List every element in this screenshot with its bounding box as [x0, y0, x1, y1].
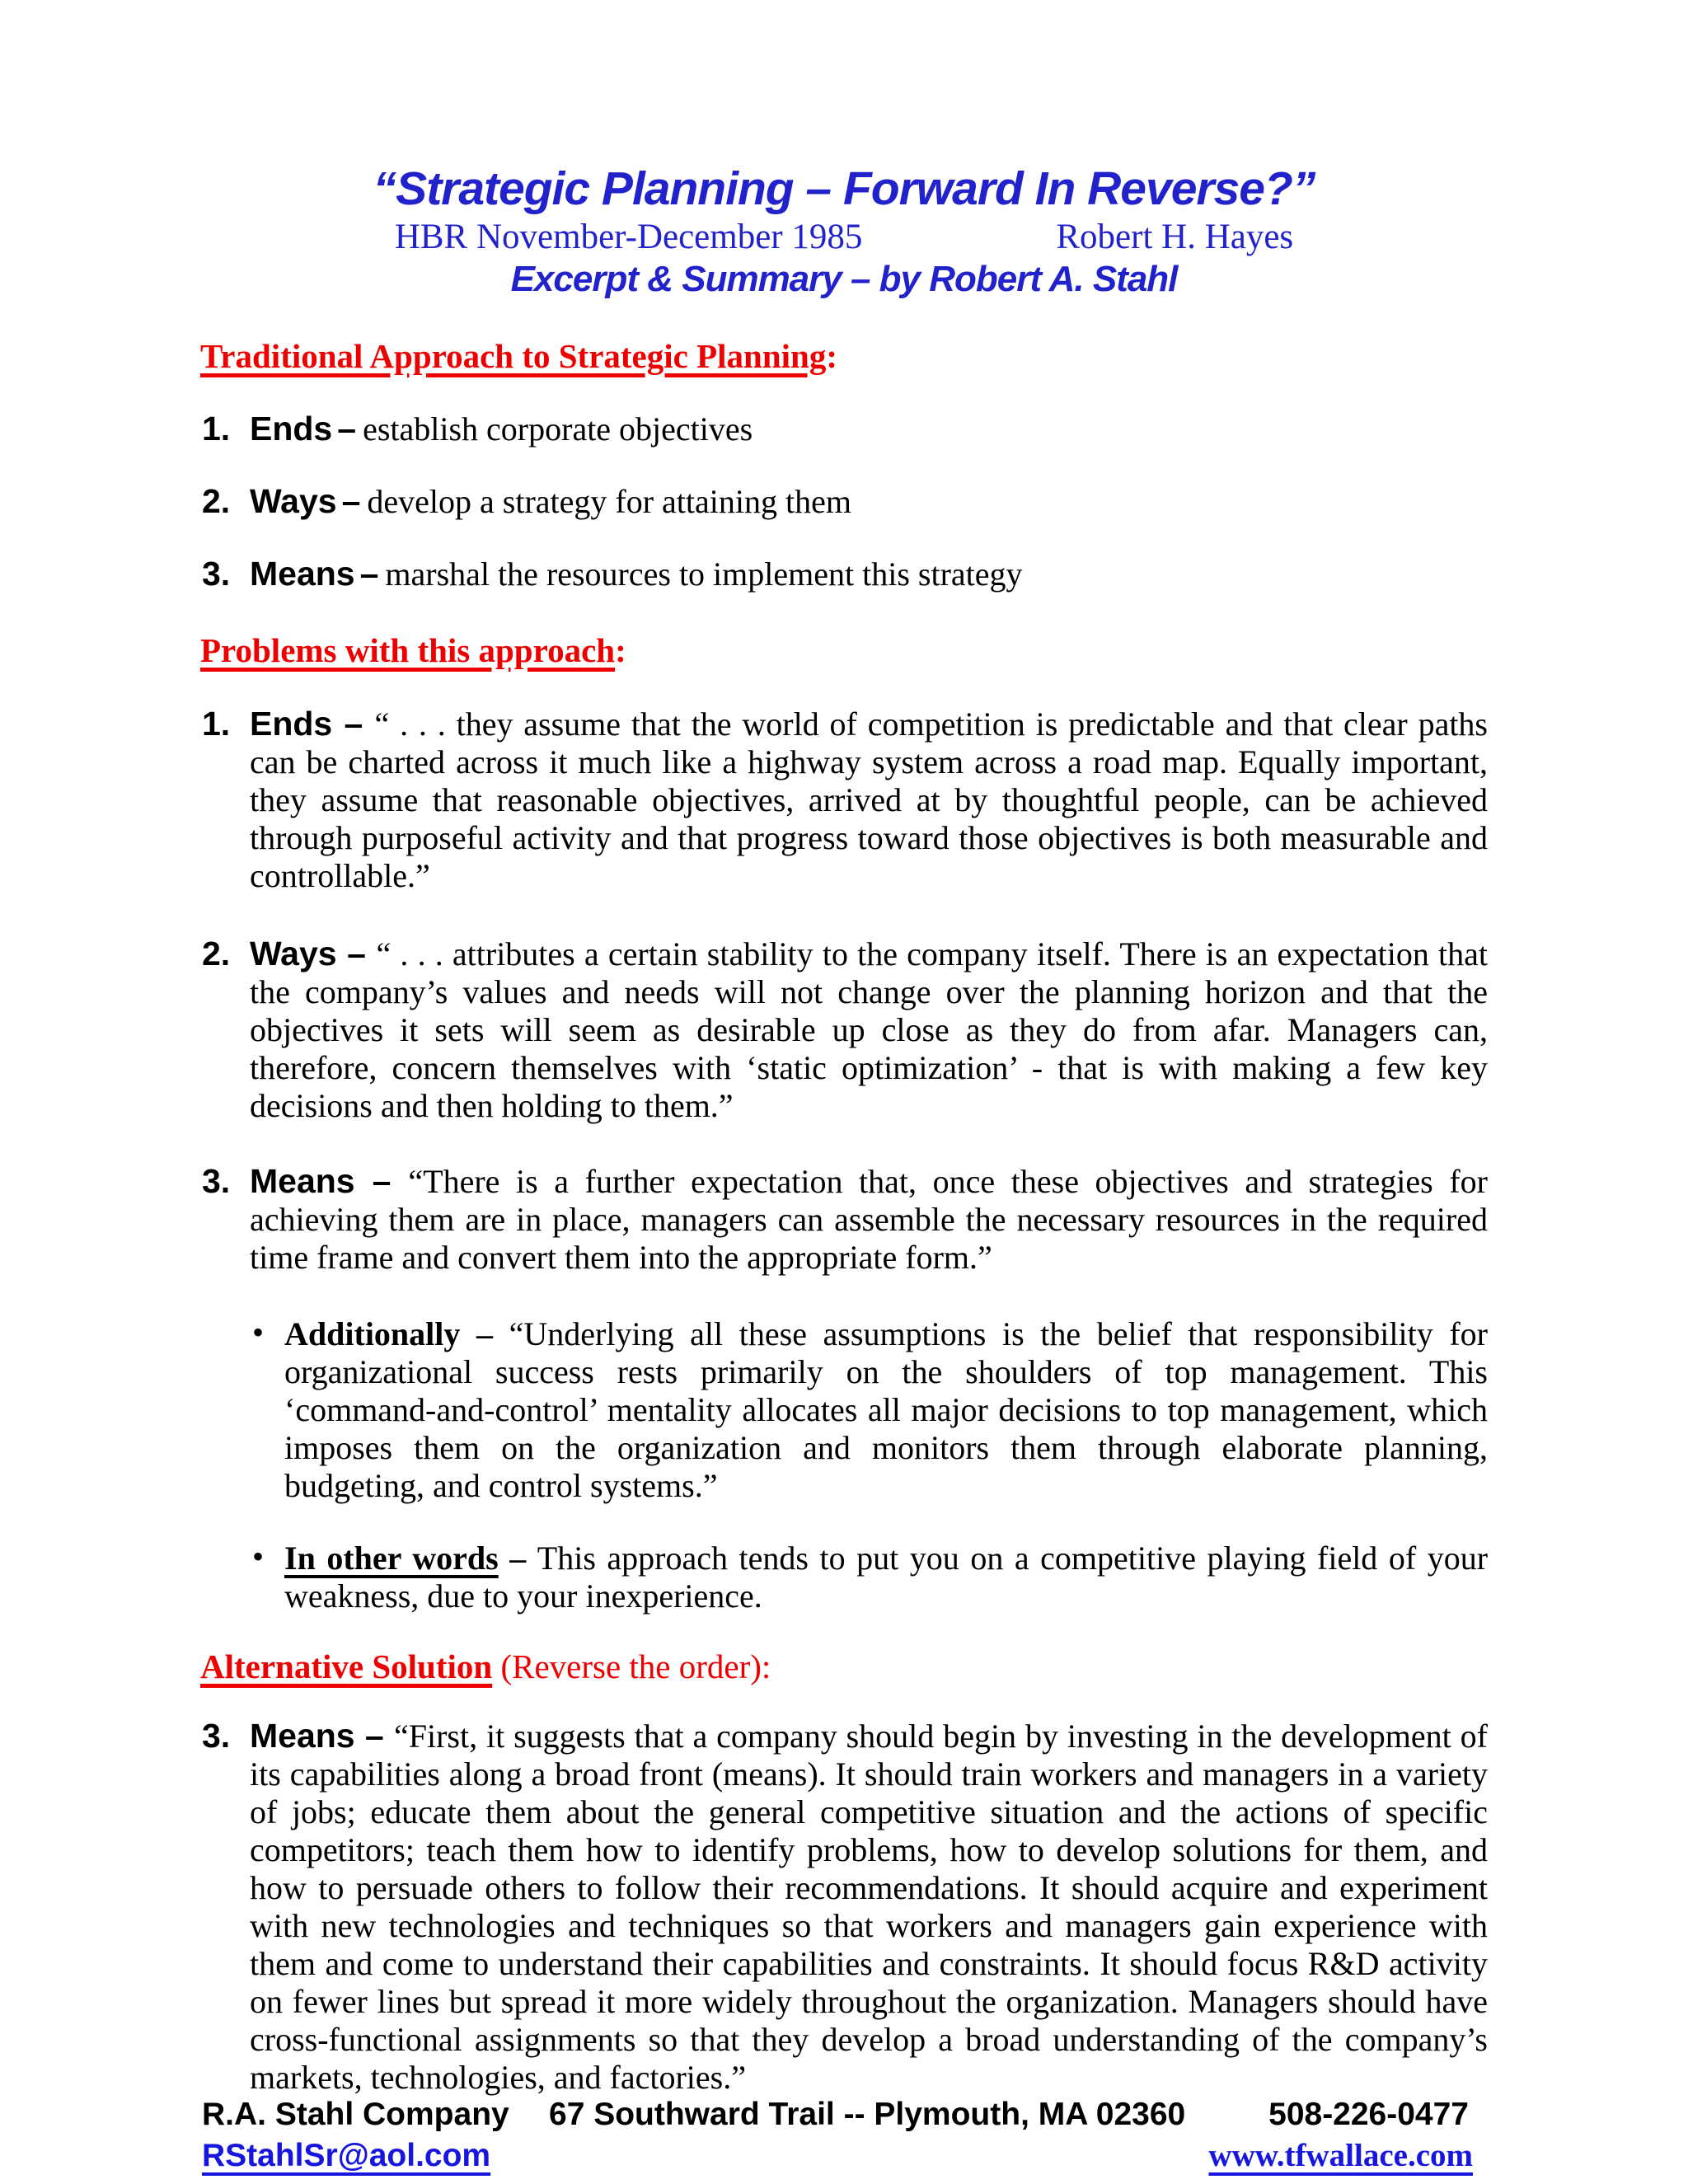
item-quote: “First, it suggests that a company should begin by investing in the development of its capabilities along a broad front (means). It should train workers and managers in a variety of jobs; educate them about the general competitive situation and the actions of specific competitors; teach them how to identify problems, how to develop solutions for them, and how to persuade others to follow their recommendations. It should acquire and experiment with new technologies and techniques so that workers and managers gain experience with them and come to understand their capabilities and constraints. It should focus R&D activity on fewer lines but spread it more widely throughout the organization. Managers should have cross-functional assignments so that they develop a broad understanding of the company’s markets, technologies, and factories.”	[250, 1718, 1488, 2096]
item-number: 3.	[202, 555, 231, 593]
heading-text: Traditional Approach to Strategic Planning	[200, 337, 827, 375]
item-term: Ways –	[250, 935, 377, 972]
heading-colon: :	[615, 631, 626, 669]
item-number: 1.	[202, 410, 231, 448]
alternative-item-means	[202, 1717, 1488, 2097]
item-dash: –	[341, 482, 361, 520]
page-title: “Strategic Planning – Forward In Reverse?”	[373, 162, 1315, 215]
section-heading-traditional	[200, 336, 1688, 376]
footer-links-row	[202, 2136, 1488, 2177]
bullet-icon: •	[252, 1314, 265, 1351]
problem-item-ends	[202, 705, 1489, 895]
bullet-text: This approach tends to put you on a competitive playing field of your weakness, due to your inexperience.	[284, 1540, 1489, 1615]
email-link[interactable]: RStahlSr@aol.com	[202, 2138, 491, 2173]
item-term: Means –	[250, 1162, 409, 1200]
item-term: Ends –	[250, 705, 375, 743]
bullet-item-in-other-words	[252, 1538, 1489, 1615]
item-dash: –	[359, 555, 379, 593]
bullet-text: “Underlying all these assumptions is the belief that responsibility for organizational success rests primarily on the shoulders of top management. This ‘command-and-control’ mentality allocates all major decisions to top management, which imposes them on the organization and monitors them through elaborate planning, budgeting, and control systems.”	[284, 1315, 1488, 1504]
source-author: Robert H. Hayes	[1056, 218, 1294, 256]
item-description: marshal the resources to implement this strategy	[385, 555, 1023, 593]
heading-colon: :	[826, 337, 837, 375]
list-item-ends	[202, 410, 1688, 448]
bullet-term: Additionally	[284, 1315, 461, 1352]
item-dash: –	[337, 410, 357, 448]
item-quote: “There is a further expectation that, once these objectives and strategies for achieving them are in place, managers can assemble the necessary resources in the required time frame and convert them into the appropriate form.”	[250, 1163, 1488, 1276]
bullet-dash: –	[498, 1540, 537, 1577]
source-line	[0, 218, 1688, 257]
document-header	[0, 0, 1688, 300]
source-journal: HBR November-December 1985	[394, 218, 863, 256]
document-footer	[202, 2095, 1488, 2177]
heading-text: Problems with this approach	[200, 631, 616, 669]
item-quote: “ . . . attributes a certain stability to the company itself. There is an expectation that the company’s values and needs will not change over the planning horizon and that the objectives it sets will seem as desirable up close as they do from afar. Managers can, therefore, concern themselves with ‘static optimization’ - that is with making a few key decisions and then holding to them.”	[250, 935, 1488, 1124]
list-item-means	[202, 555, 1688, 593]
item-number: 2.	[202, 935, 231, 972]
company-phone: 508-226-0477	[1268, 2097, 1469, 2132]
item-term: Ways	[250, 482, 337, 520]
byline: Excerpt & Summary – by Robert A. Stahl	[510, 259, 1178, 299]
item-number: 3.	[202, 1717, 231, 1755]
website-link[interactable]: www.tfwallace.com	[1208, 2138, 1473, 2173]
item-number: 3.	[202, 1162, 231, 1200]
bullet-item-additionally	[252, 1314, 1488, 1505]
bullet-term: In other words	[284, 1540, 499, 1577]
problem-item-means	[202, 1162, 1488, 1277]
bullet-dash: –	[460, 1315, 509, 1352]
bullet-icon: •	[252, 1538, 265, 1575]
item-term: Means –	[250, 1717, 394, 1755]
list-item-ways	[202, 482, 1688, 521]
problem-item-ways	[202, 935, 1488, 1125]
company-address: 67 Southward Trail -- Plymouth, MA 02360	[549, 2097, 1186, 2132]
heading-parenthetical: (Reverse the order)	[492, 1647, 762, 1685]
item-term: Ends	[250, 410, 333, 448]
footer-contact-row	[202, 2095, 1488, 2135]
item-number: 1.	[202, 705, 231, 743]
item-number: 2.	[202, 482, 231, 520]
heading-text: Alternative Solution	[200, 1647, 493, 1685]
section-heading-problems	[200, 630, 1688, 670]
section-heading-alternative	[200, 1647, 1688, 1686]
item-quote: “ . . . they assume that the world of competition is predictable and that clear paths can be charted across it much like a highway system across a road map. Equally important, they assume that reasonable objectives, arrived at by thoughtful people, can be achieved through purposeful activity and that progress toward those objectives is both measurable and controllable.”	[250, 705, 1489, 894]
item-description: develop a strategy for attaining them	[367, 483, 851, 520]
item-term: Means	[250, 555, 355, 593]
heading-colon: :	[761, 1647, 771, 1685]
item-description: establish corporate objectives	[363, 410, 753, 448]
company-name: R.A. Stahl Company	[202, 2097, 509, 2132]
